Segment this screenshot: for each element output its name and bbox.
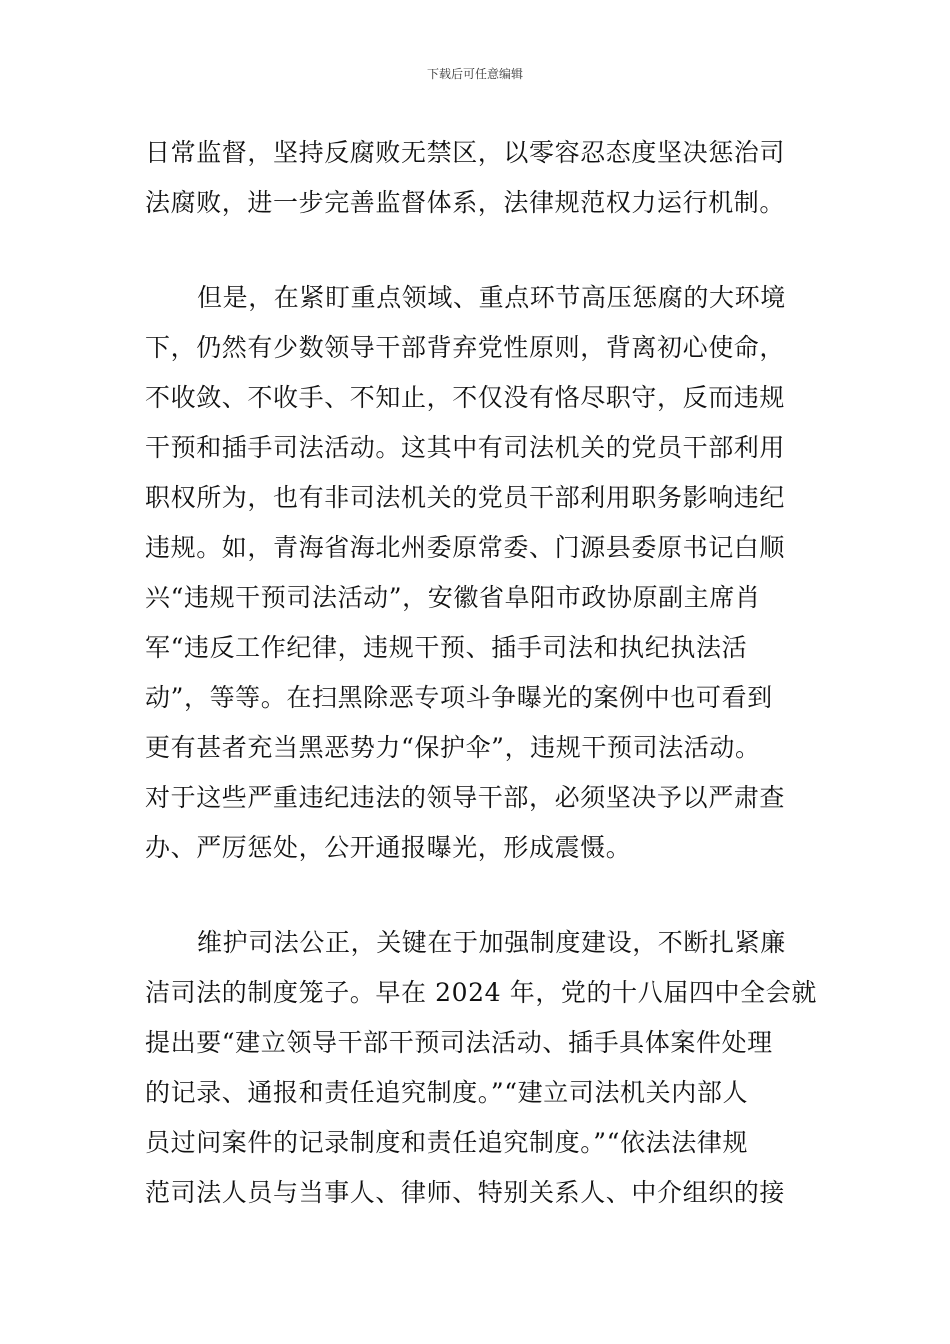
paragraph-line: 干预和插手司法活动。这其中有司法机关的党员干部利用 [145, 433, 786, 462]
paragraph-line: 兴“违规干预司法活动”，安徽省阜阳市政协原副主席肖 [145, 583, 761, 612]
paragraph-line: 下，仍然有少数领导干部背弃党性原则，背离初心使命， [145, 333, 786, 362]
paragraph-line: 对于这些严重违纪违法的领导干部，必须坚决予以严肃查 [145, 783, 786, 812]
paragraph-spacer [145, 228, 807, 273]
paragraph-line: 更有甚者充当黑恶势力“保护伞”，违规干预司法活动。 [145, 733, 761, 762]
paragraph-line: 办、严厉惩处，公开通报曝光，形成震慑。 [145, 833, 632, 862]
paragraph-line: 员过问案件的记录制度和责任追究制度。”“依法法律规 [145, 1128, 749, 1157]
paragraph-line: 洁司法的制度笼子。早在 2024 年，党的十八届四中全会就 [145, 978, 817, 1007]
paragraph-line: 的记录、通报和责任追究制度。”“建立司法机关内部人 [145, 1078, 749, 1107]
paragraph-spacer [145, 873, 807, 918]
paragraph-line: 日常监督，坚持反腐败无禁区，以零容忍态度坚决惩治司 [145, 138, 786, 167]
paragraph-line: 法腐败，进一步完善监督体系，法律规范权力运行机制。 [145, 188, 786, 217]
paragraph-2 [145, 273, 807, 873]
paragraph-line: 但是，在紧盯重点领域、重点环节高压惩腐的大环境 [197, 283, 786, 312]
paragraph-line: 动”，等等。在扫黑除恶专项斗争曝光的案例中也可看到 [145, 683, 773, 712]
page-header: 下载后可任意编辑 [426, 67, 523, 81]
paragraph-1 [145, 128, 807, 228]
paragraph-line: 提出要“建立领导干部干预司法活动、插手具体案件处理 [145, 1028, 773, 1057]
paragraph-line: 维护司法公正，关键在于加强制度建设，不断扎紧廉 [197, 928, 786, 957]
paragraph-line: 范司法人员与当事人、律师、特别关系人、中介组织的接 [145, 1178, 786, 1207]
paragraph-line: 军“违反工作纪律，违规干预、插手司法和执纪执法活 [145, 633, 748, 662]
paragraph-3 [145, 918, 817, 1218]
paragraph-line: 职权所为，也有非司法机关的党员干部利用职务影响违纪 [145, 483, 786, 512]
document-body [145, 128, 817, 1218]
paragraph-line: 违规。如，青海省海北州委原常委、门源县委原书记白顺 [145, 533, 786, 562]
paragraph-line: 不收敛、不收手、不知止，不仅没有恪尽职守，反而违规 [145, 383, 786, 412]
